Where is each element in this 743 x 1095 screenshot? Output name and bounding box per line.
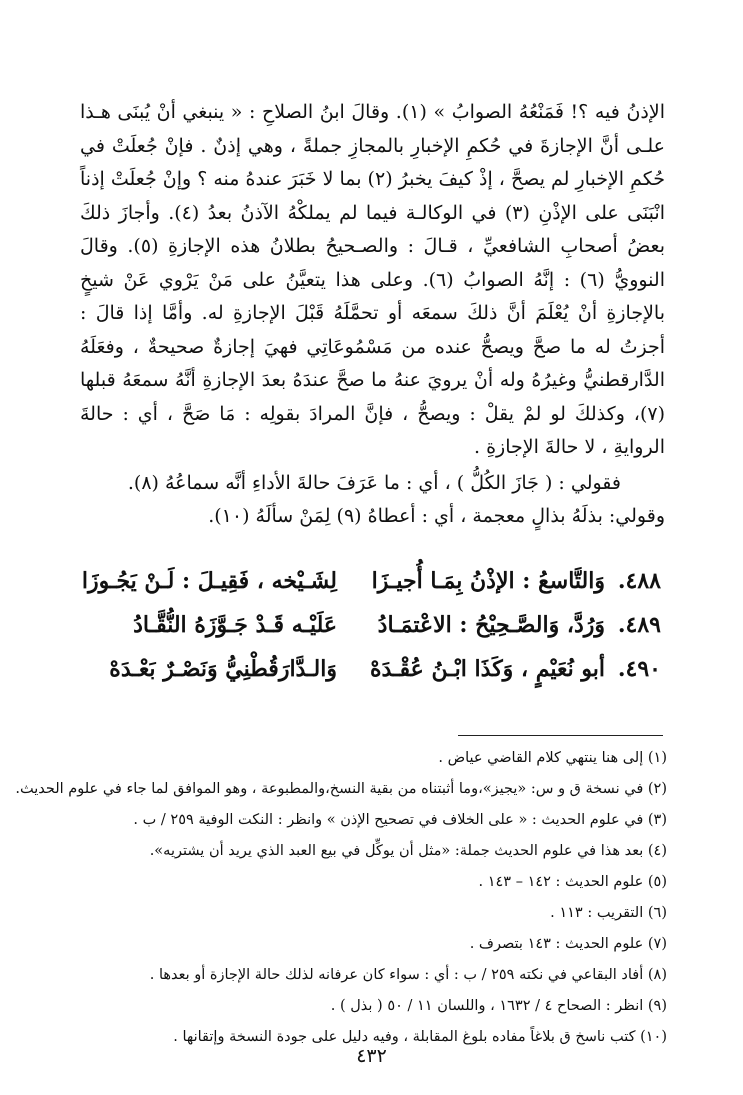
verse-line — [64, 568, 661, 612]
verse-first-hemistich: وَرُدَّ، وَالصَّـحِيْحُ : الاعْتمَـادُ — [377, 612, 605, 638]
footnote: (١) إلى هنا ينتهي كلام القاضي عياض . — [438, 750, 667, 766]
footnote: (٨) أفاد البقاعي في نكته ٢٥٩ / ب : أي : سواء كان عرفانه لذلك حالة الإجازة أو بعدها . — [149, 967, 667, 983]
paragraph-main: الإذنُ فيه ؟! فَمَنْعُهُ الصوابُ » (١). وقالَ ابنُ الصلاحِ : « ينبغي أنْ يُبنَى هـذا علـى أنَّ الإجازةَ في حُكمِ الإخبارِ بالمجازِ جملةً ، وهي إذنٌ . فإنْ جُعلَتْ في حُكمِ الإخبارِ لم يصحَّ ، إذْ كيفَ يخبرُ (٢) بما لا خَبَرَ عندهُ منه ؟ وإنْ جُعلَتْ إذناً انْبَنَى على الإذْنِ (٣) في الوكالـة فيما لم يملكْهُ الآذنُ بعدُ (٤). وأجازَ ذلكَ بعضُ أصحابِ الشافعيِّ ، قـالَ : والصـحيحُ بطلانُ هذه الإجازةِ (٥). وقالَ النوويُّ (٦) : إنَّهُ الصوابُ (٦). وعلى هذا يتعيَّنُ على مَنْ يَرْوي عَنْ شيخٍ بالإجازةِ أنْ يُعْلَمَ أنَّ ذلكَ سمعَه أو تحمَّلَهُ قَبْلَ الإجازةِ له. وأمَّا إذا قالَ : أجزتُ له ما صحَّ ويصحُّ عنده من مَسْمُوعَاتِي فهيَ إجازةٌ صحيحةٌ ، وفعَلَهُ الدَّارقطنيُّ وغيرُهُ وله أنْ يرويَ عنهُ ما صحَّ عندَهُ بعدَ الإجازةِ أنَّهُ سمعَهُ قبلها (٧)، وكذلكَ لو لمْ يقلْ : ويصحُّ ، فإنَّ المرادَ بقولِه : مَا صَحَّ ، أي : حالةَ الروايةِ ، لا حالةَ الإجازةِ . — [80, 101, 666, 458]
footnote: (٥) علوم الحديث : ١٤٢ – ١٤٣ . — [478, 874, 667, 890]
verse-line — [64, 656, 661, 700]
footnote: (٢) في نسخة ق و س: «يجيز»،وما أثبتناه من بقية النسخ،والمطبوعة ، وهو الموافق لما جاء في علوم الحديث. — [15, 781, 667, 797]
page-number: ٤٣٢ — [356, 1045, 387, 1067]
verse-second-hemistich: عَلَيْـه قَـدْ جَـوَّزَهُ النُّقَّـادُ — [133, 612, 337, 638]
footnote: (١٠) كتب ناسخ ق بلاغاً مفاده بلوغ المقابلة ، وفيه دليل على جودة النسخة وإتقانها . — [173, 1029, 667, 1045]
footnotes — [15, 743, 667, 1053]
verse-first-hemistich: أبو نُعَيْمٍ ، وَكَذَا ابْـنُ عُقْـدَهْ — [370, 656, 605, 682]
verse-first-hemistich: وَالتَّاسعُ : الإذْنُ بِمَـا أُجيـزَا — [371, 568, 605, 594]
footnote: (٦) التقريب : ١١٣ . — [550, 905, 667, 921]
verse-number: ٤٨٨. — [617, 568, 661, 594]
footnote-separator — [458, 735, 663, 736]
paragraph-qawli-2: وقولي: بذلَهُ بذالٍ معجمة ، أي : أعطاهُ (٩) لِمَنْ سألَهُ (١٠). — [208, 505, 665, 527]
verse-number: ٤٩٠. — [617, 656, 661, 682]
footnote: (٤) بعد هذا في علوم الحديث جملة: «مثل أن يوكِّل في بيع العبد الذي يريد أن يشتريه». — [149, 843, 667, 859]
verse-second-hemistich: لِشَـيْخه ، فَقِيـلَ : لَـنْ يَجُـوزَا — [81, 568, 337, 594]
paragraph-qawli-1: فقولي : ( جَازَ الكُلُّ ) ، أي : ما عَرَفَ حالةَ الأداءِ أنَّه سماعُهُ (٨). — [127, 471, 621, 494]
main-text — [80, 96, 665, 534]
verse-second-hemistich: وَالـدَّارَقُطْنِيُّ وَنَصْـرٌ بَعْـدَهْ — [109, 656, 337, 682]
footnote: (٩) انظر : الصحاح ٤ / ١٦٣٢ ، واللسان ١١ / ٥٠ ( بذل ) . — [330, 998, 667, 1014]
footnote: (٣) في علوم الحديث : « على الخلاف في تصحيح الإذن » وانظر : النكت الوفية ٢٥٩ / ب . — [133, 812, 667, 828]
verse-line — [64, 612, 661, 656]
verse-block — [64, 568, 661, 700]
verse-number: ٤٨٩. — [617, 612, 661, 638]
footnote: (٧) علوم الحديث : ١٤٣ بتصرف . — [469, 936, 667, 952]
